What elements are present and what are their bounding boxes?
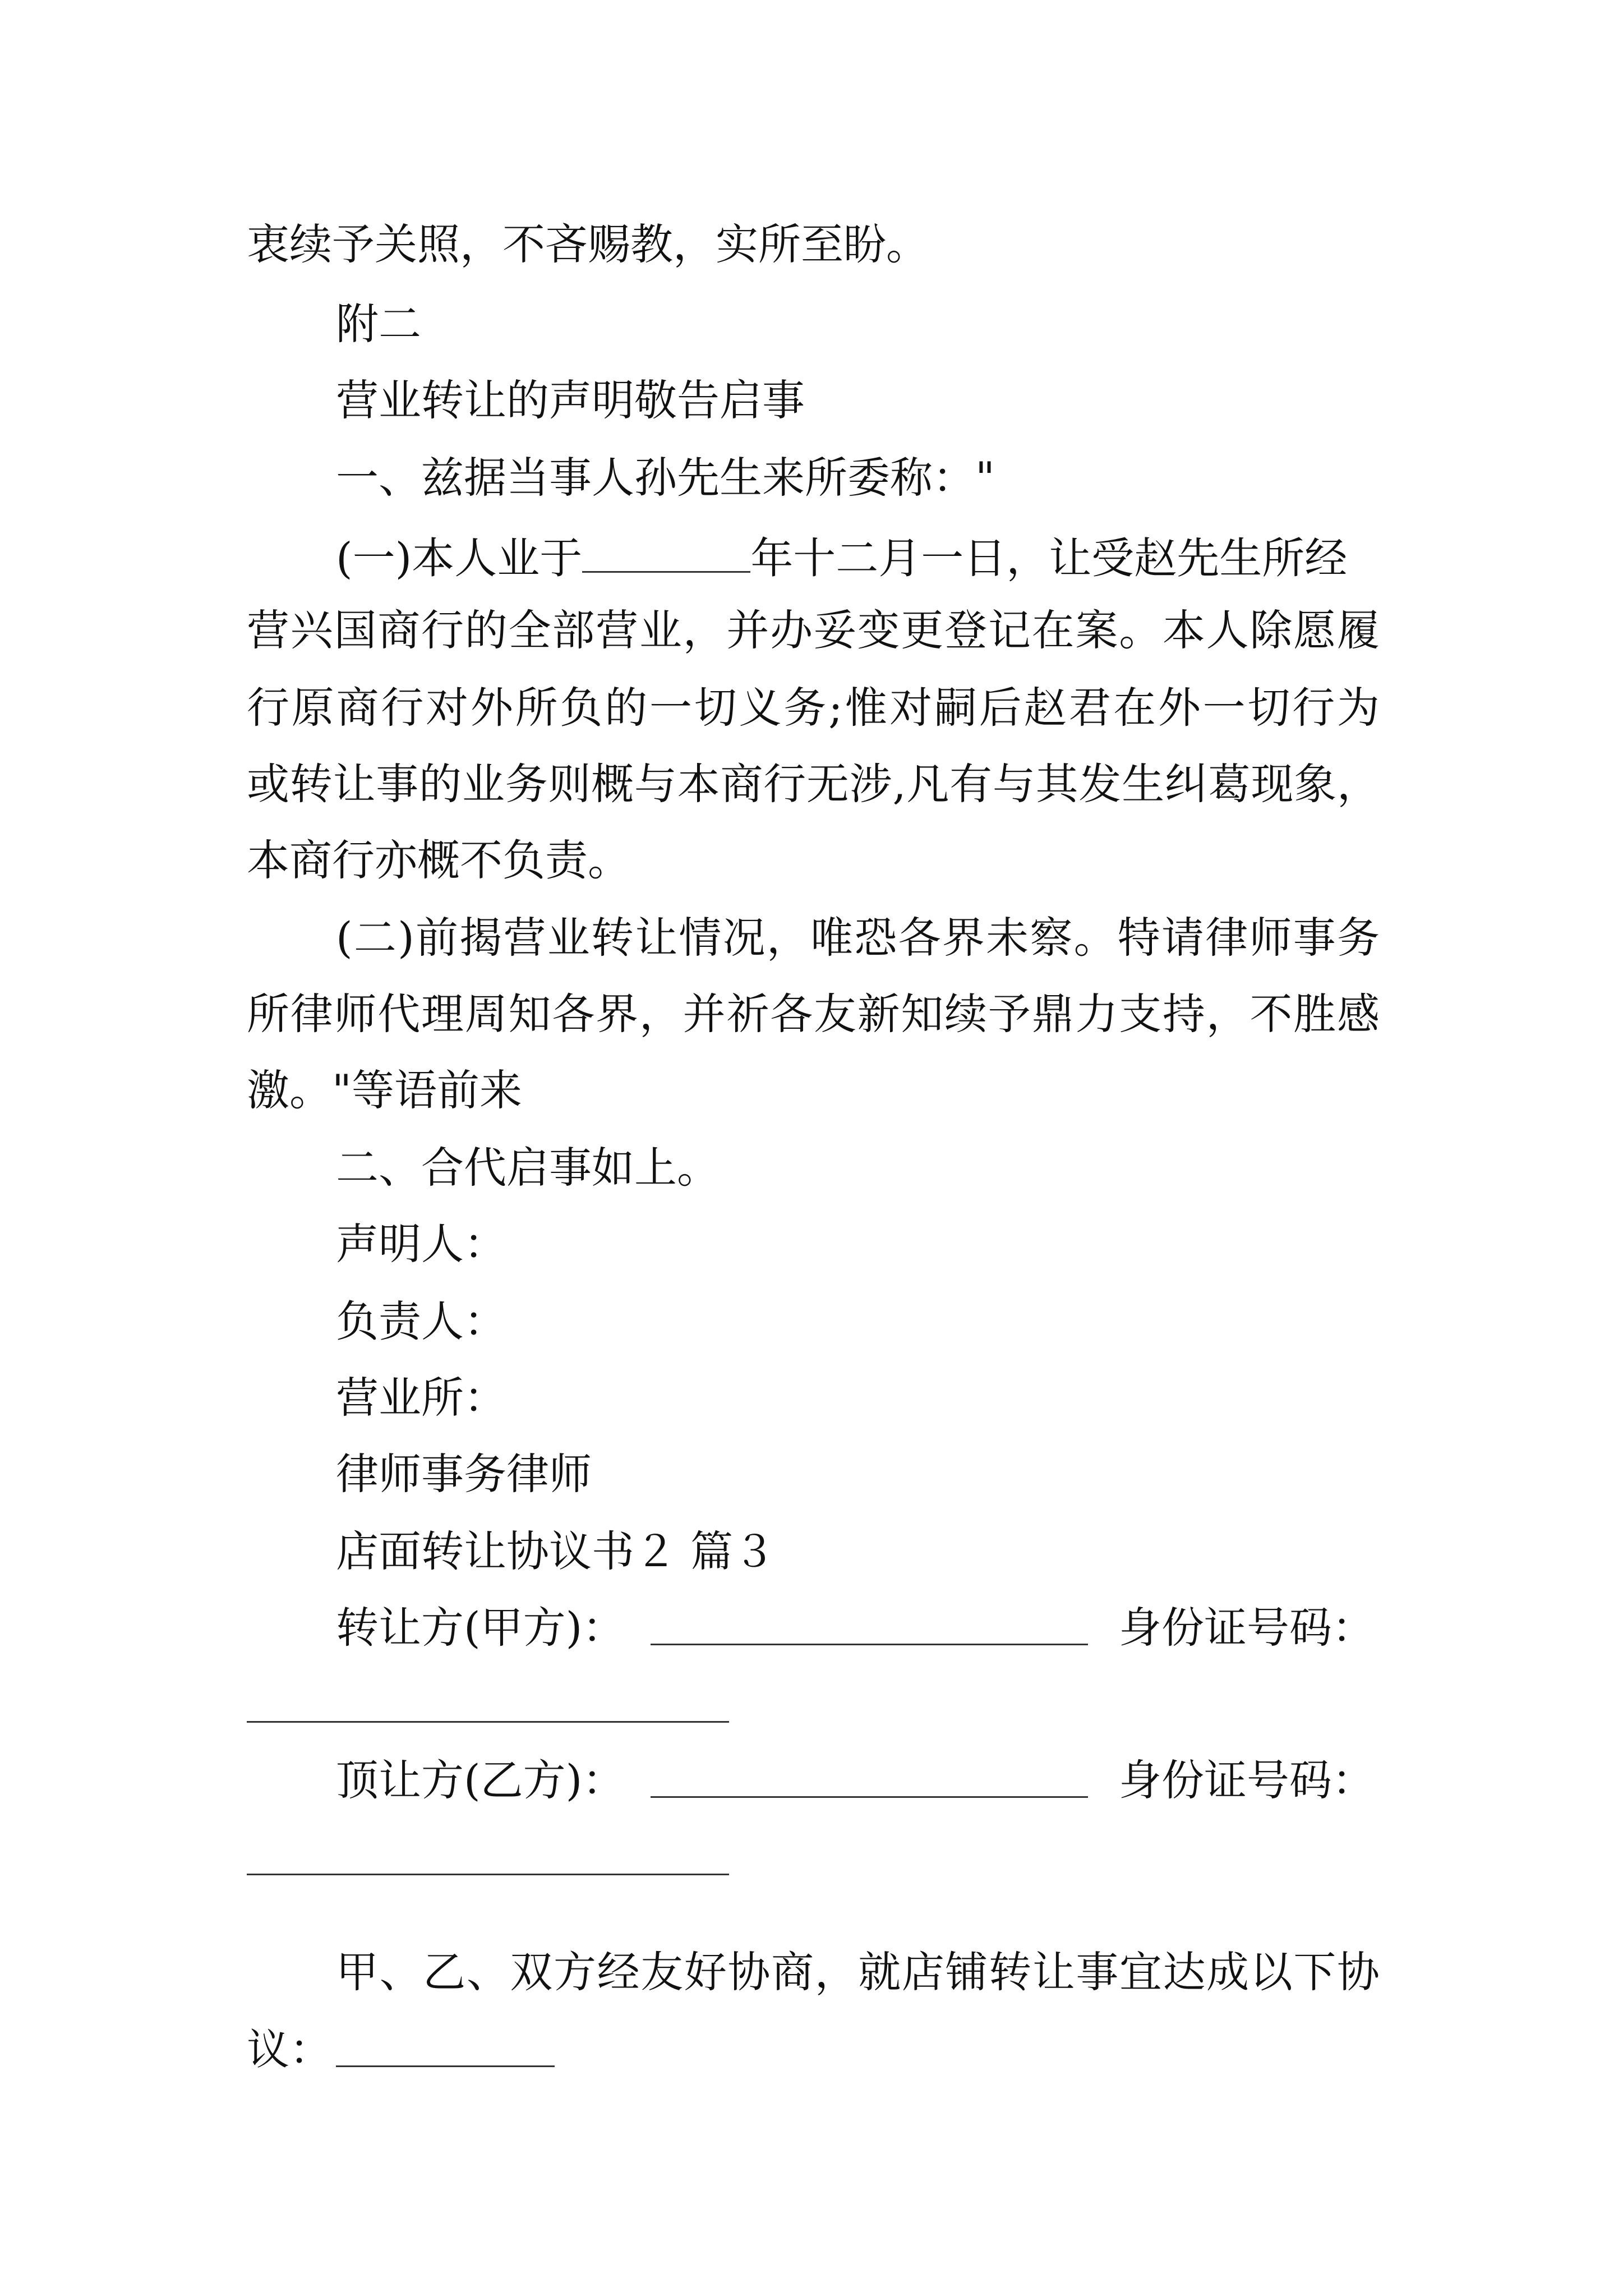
- year-blank: [582, 533, 750, 573]
- party-a-id-label: 身份证号码：: [1119, 1603, 1375, 1653]
- law-firm-label: 律师事务律师: [336, 1449, 592, 1499]
- item-one: 一、兹据当事人孙先生来所委称：": [336, 453, 995, 503]
- paragraph-line: 营兴国商行的全部营业，并办妥变更登记在案。本人除愿履: [247, 605, 1380, 655]
- sub-item-two-line: (二)前揭营业转让情况，唯恐各界未察。特请律师事务: [336, 913, 1380, 963]
- paragraph-line: 激。"等语前来: [247, 1065, 522, 1115]
- agreement-blank: [336, 2065, 555, 2067]
- paragraph-line: 衷续予关照，不吝赐教，实所至盼。: [247, 219, 929, 269]
- agreement-line: 甲、乙、双方经友好协商，就店铺转让事宜达成以下协: [336, 1947, 1380, 1997]
- sub-item-one-suffix: 年十二月一日，让受赵先生所经: [750, 533, 1348, 583]
- business-office-label: 营业所：: [336, 1373, 506, 1423]
- appendix-label: 附二: [336, 299, 421, 349]
- appendix-title: 营业转让的声明敬告启事: [336, 375, 805, 425]
- paragraph-line: 或转让事的业务则概与本商行无涉,凡有与其发生纠葛现象，: [247, 759, 1380, 809]
- party-a-label: 转让方(甲方)：: [336, 1603, 625, 1653]
- sub-item-one-line: [336, 533, 1348, 583]
- party-b-id-label: 身份证号码：: [1119, 1755, 1375, 1805]
- sub-item-one-prefix: (一)本人业于: [336, 533, 583, 583]
- agreement-line-end: 议：: [247, 2024, 332, 2074]
- party-b-name-blank: [651, 1796, 1088, 1798]
- agreement-title: 店面转让协议书２ 篇３: [336, 1526, 776, 1576]
- party-a-id-blank: [247, 1721, 729, 1723]
- paragraph-line: 行原商行对外所负的一切义务;惟对嗣后赵君在外一切行为: [247, 683, 1380, 733]
- party-a-name-blank: [651, 1644, 1088, 1645]
- declarant-label: 声明人：: [336, 1219, 506, 1269]
- paragraph-line: 本商行亦概不负责。: [247, 835, 630, 885]
- responsible-label: 负责人：: [336, 1296, 506, 1346]
- party-b-label: 顶让方(乙方)：: [336, 1755, 625, 1805]
- party-b-id-blank: [247, 1874, 729, 1875]
- paragraph-line: 所律师代理周知各界，并祈各友新知续予鼎力支持，不胜感: [247, 989, 1380, 1039]
- item-two: 二、合代启事如上。: [336, 1143, 720, 1193]
